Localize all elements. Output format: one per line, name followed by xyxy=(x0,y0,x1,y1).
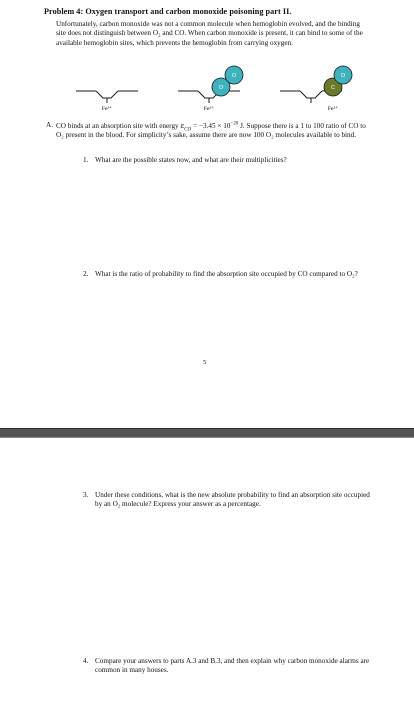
question-3-number: 3. xyxy=(83,491,89,499)
question-4 xyxy=(83,657,370,676)
question-2-number: 2. xyxy=(83,270,89,278)
part-a-text-1: CO binds at an absorption site with energy xyxy=(56,122,181,130)
fe-label-site-2: Fe²⁺ xyxy=(203,106,215,112)
question-1 xyxy=(83,156,365,165)
atom-label-c: C xyxy=(331,85,335,91)
atom-label-o-lower: O xyxy=(218,85,224,91)
intro-paragraph: Unfortunately, carbon monoxide was not a common molecule when hemoglobin evolved, and the binding site does not distinguish between O₂ and CO. When carbon monoxide is present, it can bind to some of the available hemoglobin sites, which prevents the hemoglobin from carrying oxygen. xyxy=(56,20,363,47)
binding-site-co xyxy=(280,66,352,112)
question-1-text: What are the possible states now, and what are their multiplicities? xyxy=(95,156,287,164)
part-a-letter: A. xyxy=(46,121,53,129)
part-a-text-2: J. Suppose there is a 1 to 100 ratio of CO to O₂ present in the blood. For simplicity’s sake, assume there are now 100 O₂ molecules available to bind. xyxy=(56,122,366,140)
atom-label-o-co: O xyxy=(340,73,346,79)
question-3 xyxy=(83,491,375,510)
energy-symbol: ε xyxy=(180,121,185,130)
binding-site-o2 xyxy=(178,66,243,112)
question-2 xyxy=(83,270,365,279)
binding-site-empty xyxy=(76,91,138,112)
fe-label-site-1: Fe²⁺ xyxy=(101,106,113,112)
atom-label-o-upper: O xyxy=(231,73,237,79)
question-4-text: Compare your answers to parts A.3 and B.3, and then explain why carbon monoxide alarms are common in many houses. xyxy=(95,657,370,675)
part-a-paragraph xyxy=(46,121,374,141)
fe-label-site-3: Fe²⁺ xyxy=(327,106,339,112)
energy-subscript: CO xyxy=(184,127,192,133)
question-4-number: 4. xyxy=(83,657,89,665)
energy-exponent: −20 xyxy=(230,121,239,127)
page-divider xyxy=(0,428,414,438)
question-2-text: What is the ratio of probability to find the absorption site occupied by CO compared to O₂? xyxy=(95,270,358,278)
energy-value: = −3.45 × 10 xyxy=(191,122,231,130)
page-number: 5 xyxy=(203,359,207,366)
question-1-number: 1. xyxy=(83,156,89,164)
hemoglobin-binding-diagram xyxy=(70,64,360,120)
question-3-text: Under these conditions, what is the new absolute probability to find an absorption site occupied by an O₂ molecule? Express your answer as a percentage. xyxy=(95,491,370,509)
problem-title: Problem 4: Oxygen transport and carbon monoxide poisoning part II. xyxy=(44,7,292,16)
